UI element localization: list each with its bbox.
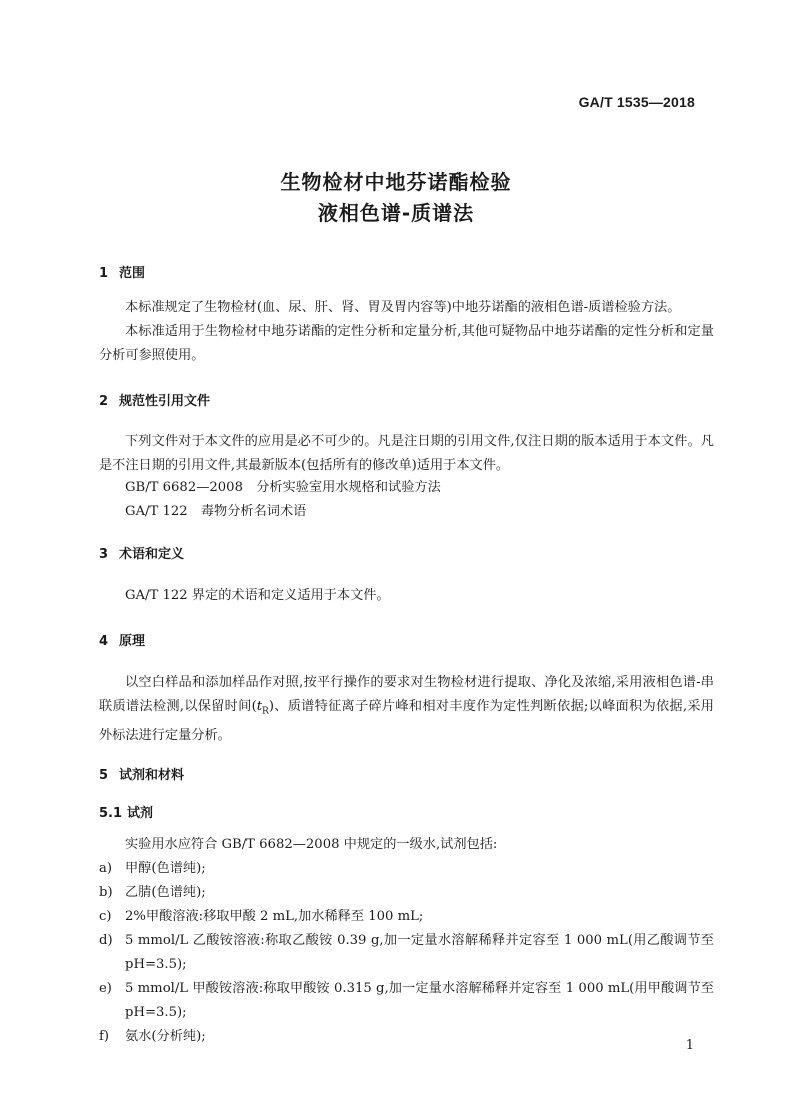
section-2-paragraph-1: 下列文件对于本文件的应用是必不可少的。凡是注日期的引用文件,仅注日期的版本适用于本文件。凡是不注日期的引用文件,其最新版本(包括所有的修改单)适用于本文件。 (99, 434, 714, 473)
retention-time-symbol: $t_R$ (256, 699, 269, 717)
section-title: 术语和定义 (119, 547, 185, 562)
item-text: 氨水(分析纯); (125, 1029, 206, 1044)
section-number: 4 (99, 634, 109, 649)
section-number: 3 (99, 547, 109, 562)
section-number: 2 (99, 394, 109, 409)
item-text: 甲醇(色谱纯); (125, 861, 206, 876)
item-text: 5 mmol/L 甲酸铵溶液:称取甲酸铵 0.315 g,加一定量水溶解稀释并定容至 1 000 mL(用甲酸调节至 pH=3.5); (125, 981, 714, 1020)
item-marker: a) (99, 861, 113, 876)
section-4-heading (99, 630, 145, 649)
item-marker: e) (99, 981, 112, 996)
item-marker: d) (99, 933, 113, 948)
item-marker: b) (99, 885, 113, 900)
reagent-item (99, 881, 714, 905)
item-text: 乙腈(色谱纯); (125, 885, 206, 900)
item-text: 5 mmol/L 乙酸铵溶液:称取乙酸铵 0.39 g,加一定量水溶解稀释并定容至 1 000 mL(用乙酸调节至 pH=3.5); (125, 933, 714, 972)
section-5-1-heading (99, 802, 153, 821)
reagent-item (99, 1025, 714, 1049)
item-marker: f) (99, 1029, 110, 1044)
page-number: 1 (685, 1038, 694, 1053)
retention-time-subscript: R (262, 706, 269, 717)
section-title: 原理 (119, 634, 146, 649)
section-4-paragraph-1 (99, 671, 714, 748)
reagent-item (99, 905, 714, 929)
section-title: 试剂 (127, 806, 154, 821)
reagents-intro: 实验用水应符合 GB/T 6682—2008 中规定的一级水,试剂包括: (125, 837, 498, 852)
normative-reference-1: GB/T 6682—2008 分析实验室用水规格和试验方法 (125, 480, 441, 495)
normative-reference-2: GA/T 122 毒物分析名词术语 (125, 504, 307, 519)
section-title: 范围 (119, 266, 146, 281)
reagent-item (99, 929, 714, 977)
section-number: 5.1 (99, 806, 123, 821)
document-title-line-2: 液相色谱-质谱法 (317, 201, 475, 225)
principle-text-end: )、质谱特征离子碎片峰和相对丰度作为定性判断依据;以峰面积为依据,采用外标法进行定量分析。 (99, 699, 714, 743)
section-3-heading (99, 543, 184, 562)
section-title: 规范性引用文件 (119, 394, 211, 409)
section-title: 试剂和材料 (119, 768, 185, 783)
item-marker: c) (99, 909, 112, 924)
section-1-heading (99, 262, 145, 281)
principle-text-start: 以空白样品和添加样品作对照,按平行操作的要求对生物检材进行提取、净化及浓缩,采用液相色谱-串联质谱法检测,以保留时间( (99, 675, 714, 714)
section-number: 5 (99, 768, 109, 783)
section-2-heading (99, 390, 210, 409)
section-number: 1 (99, 266, 109, 281)
section-1-paragraph-2: 本标准适用于生物检材中地芬诺酯的定性分析和定量分析,其他可疑物品中地芬诺酯的定性分析和定量分析可参照使用。 (99, 324, 714, 363)
reagent-item (99, 977, 714, 1025)
section-3-paragraph-1: GA/T 122 界定的术语和定义适用于本文件。 (125, 588, 390, 603)
document-code: GA/T 1535—2018 (578, 94, 695, 110)
section-1-paragraph-1: 本标准规定了生物检材(血、尿、肝、肾、胃及胃内容等)中地芬诺酯的液相色谱-质谱检验方法。 (125, 300, 681, 315)
reagent-item (99, 857, 714, 881)
section-5-heading (99, 764, 184, 783)
document-title-line-1: 生物检材中地芬诺酯检验 (280, 170, 512, 194)
item-text: 2%甲酸溶液:移取甲酸 2 mL,加水稀释至 100 mL; (125, 909, 424, 924)
